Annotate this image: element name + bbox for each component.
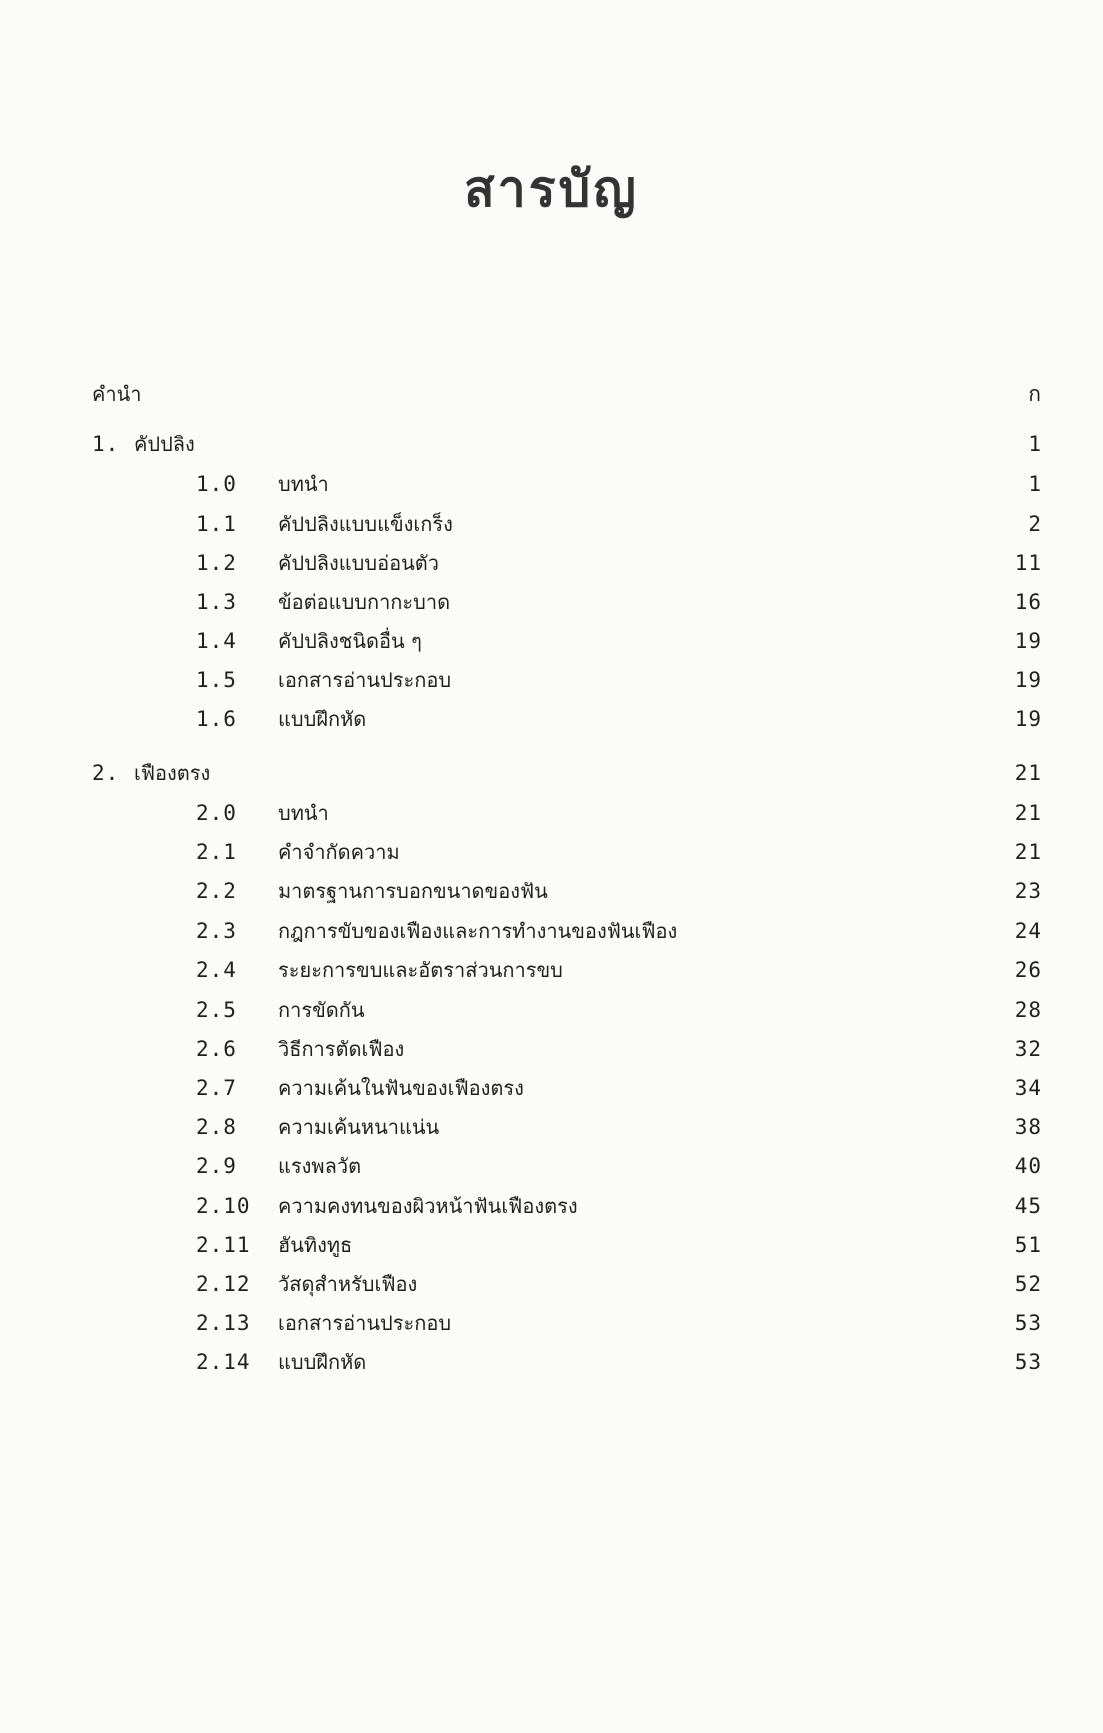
toc-chapter-row [92, 427, 1042, 461]
toc-entry-number: 1.4 [196, 629, 237, 653]
toc-entry-page: 11 [1014, 551, 1042, 575]
toc-section-row [196, 1345, 1042, 1379]
toc-section-row [196, 1071, 1042, 1105]
toc-entry-title: คัปปลิงชนิดอื่น ๆ [278, 629, 422, 653]
toc-entry-number: 2.3 [196, 919, 237, 943]
toc-entry-number: 2.11 [196, 1233, 251, 1257]
toc-entry-title: วัสดุสำหรับเฟือง [278, 1272, 418, 1296]
toc-section-row [196, 1189, 1042, 1223]
toc-entry-page: 28 [1014, 998, 1042, 1022]
toc-entry-title: มาตรฐานการบอกขนาดของฟัน [278, 879, 548, 903]
toc-section-row [196, 624, 1042, 658]
toc-entry-page: 51 [1014, 1233, 1042, 1257]
toc-section-row [196, 993, 1042, 1027]
toc-entry-page: 1 [1028, 432, 1042, 456]
toc-entry-title: คำจำกัดความ [278, 840, 400, 864]
toc-entry-title: ฮันทิงทูธ [278, 1233, 353, 1257]
toc-entry-number: 2.0 [196, 801, 237, 825]
toc-section-row [196, 467, 1042, 501]
toc-entry-title: เฟืองตรง [134, 761, 211, 785]
toc-entry-page: 26 [1014, 958, 1042, 982]
toc-entry-number: 2.14 [196, 1350, 251, 1374]
toc-entry-title: คำนำ [92, 382, 142, 406]
toc-entry-page: 38 [1014, 1115, 1042, 1139]
toc-entry-page: 40 [1014, 1154, 1042, 1178]
toc-entry-page: 34 [1014, 1076, 1042, 1100]
toc-entry-title: เอกสารอ่านประกอบ [278, 668, 452, 692]
toc-entry-title: แบบฝึกหัด [278, 707, 367, 731]
toc-entry-title: วิธีการตัดเฟือง [278, 1037, 405, 1061]
toc-entry-title: การขัดกัน [278, 998, 365, 1022]
toc-entry-title: ความเค้นในฟันของเฟืองตรง [278, 1076, 524, 1100]
toc-entry-number: 2.9 [196, 1154, 237, 1178]
toc-entry-number: 2.2 [196, 879, 237, 903]
toc-entry-page: 52 [1014, 1272, 1042, 1296]
toc-section-row [196, 1306, 1042, 1340]
toc-section-row [196, 1149, 1042, 1183]
toc-entry-page: 53 [1014, 1311, 1042, 1335]
toc-section-row [196, 546, 1042, 580]
toc-section-row [196, 1110, 1042, 1144]
toc-entry-page: 2 [1028, 512, 1042, 536]
toc-entry-title: ระยะการขบและอัตราส่วนการขบ [278, 958, 563, 982]
toc-section-row [196, 835, 1042, 869]
toc-entry-number: 2.5 [196, 998, 237, 1022]
toc-entry-number: 2.4 [196, 958, 237, 982]
toc-entry-title: ข้อต่อแบบกากะบาด [278, 590, 451, 614]
toc-entry-title: แรงพลวัต [278, 1154, 362, 1178]
toc-entry-number: 2.8 [196, 1115, 237, 1139]
toc-entry-number: 1.2 [196, 551, 237, 575]
toc-section-row [196, 874, 1042, 908]
toc-entry-number: 2.1 [196, 840, 237, 864]
toc-entry-number: 1.0 [196, 472, 237, 496]
toc-entry-page: ก [1028, 382, 1042, 406]
toc-section-row [196, 507, 1042, 541]
toc-entry-title: ความคงทนของผิวหน้าฟันเฟืองตรง [278, 1194, 578, 1218]
toc-entry-page: 23 [1014, 879, 1042, 903]
toc-entry-number: 2.12 [196, 1272, 251, 1296]
toc-entry-title: เอกสารอ่านประกอบ [278, 1311, 452, 1335]
toc-entry-number: 1.3 [196, 590, 237, 614]
toc-section-row [196, 585, 1042, 619]
toc-section-row [196, 1267, 1042, 1301]
toc-section-row [196, 663, 1042, 697]
toc-entry-page: 45 [1014, 1194, 1042, 1218]
toc-entry-page: 19 [1014, 629, 1042, 653]
toc-entry-page: 21 [1014, 761, 1042, 785]
toc-entry-page: 53 [1014, 1350, 1042, 1374]
toc-entry-title: แบบฝึกหัด [278, 1350, 367, 1374]
toc-entry-title: บทนำ [278, 801, 329, 825]
toc-entry-title: บทนำ [278, 472, 329, 496]
toc-entry-title: ความเค้นหนาแน่น [278, 1115, 440, 1139]
toc-entry-page: 19 [1014, 707, 1042, 731]
toc-section-row [196, 953, 1042, 987]
toc-entry-page: 19 [1014, 668, 1042, 692]
toc-entry-title: กฎการขับของเฟืองและการทำงานของฟันเฟือง [278, 919, 678, 943]
toc-entry-number: 2.13 [196, 1311, 251, 1335]
toc-chapter-row [92, 756, 1042, 790]
toc-entry-page: 21 [1014, 840, 1042, 864]
toc-entry-title: คัปปลิงแบบแข็งเกร็ง [278, 512, 453, 536]
toc-entry-page: 21 [1014, 801, 1042, 825]
toc-entry-number: 1.5 [196, 668, 237, 692]
toc-section-row [196, 702, 1042, 736]
toc-entry-number: 2.10 [196, 1194, 251, 1218]
toc-section-row [196, 1228, 1042, 1262]
page-title: สารบัญ [464, 160, 639, 218]
toc-entry-number: 2.7 [196, 1076, 237, 1100]
toc-entry-page: 1 [1028, 472, 1042, 496]
toc-entry-number: 1.6 [196, 707, 237, 731]
toc-entry-number: 2. [92, 761, 120, 785]
toc-entry-number: 2.6 [196, 1037, 237, 1061]
toc-entry-page: 32 [1014, 1037, 1042, 1061]
toc-section-row [196, 796, 1042, 830]
toc-entry-title: คัปปลิง [134, 432, 195, 456]
toc-entry-number: 1. [92, 432, 120, 456]
toc-entry-title: คัปปลิงแบบอ่อนตัว [278, 551, 439, 575]
toc-chapter-row [92, 377, 1042, 411]
toc-section-row [196, 1032, 1042, 1066]
toc-section-row [196, 914, 1042, 948]
toc-entry-page: 24 [1014, 919, 1042, 943]
toc-entry-page: 16 [1014, 590, 1042, 614]
toc-entry-number: 1.1 [196, 512, 237, 536]
